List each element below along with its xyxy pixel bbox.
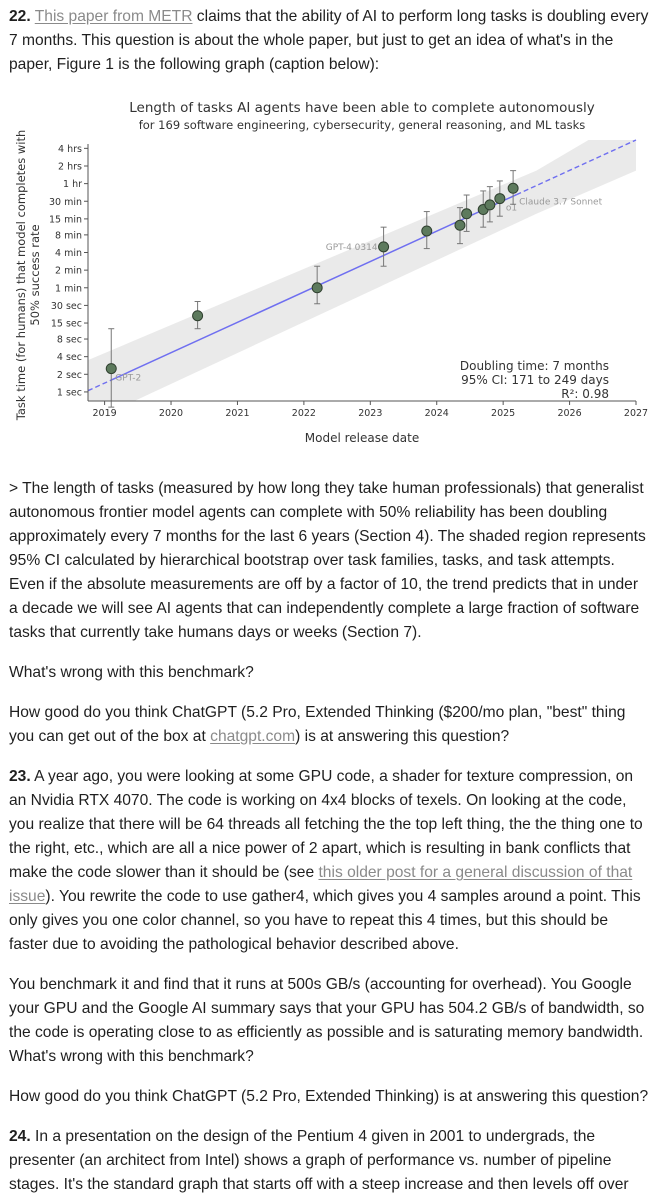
data-point [193, 311, 203, 321]
question-23 [9, 765, 651, 957]
question-number: 22. [9, 8, 31, 25]
chatgpt-text-end: ) is at answering this question? [295, 728, 510, 745]
data-point [106, 364, 116, 374]
y-tick-label: 30 sec [50, 300, 82, 312]
data-point [495, 194, 505, 204]
x-tick-label: 2019 [92, 408, 117, 419]
chatgpt-text: How good do you think ChatGPT (5.2 Pro, Extended Thinking ($200/mo plan, "best" thing you can get out of the box at [9, 704, 626, 745]
question-22-prompt: What's wrong with this benchmark? [9, 664, 254, 681]
y-tick-label: 2 hrs [58, 161, 82, 173]
y-tick-label: 4 sec [56, 352, 82, 364]
question-24-text: In a presentation on the design of the Pentium 4 given in 2001 to undergrads, the presenter (an architect from Intel) shows a graph of performance vs. number of pipeline stages. It's the standard graph that starts off with a steep increase and then levels off over [9, 1128, 629, 1193]
y-tick-label: 15 min [48, 214, 82, 226]
x-tick-label: 2021 [225, 408, 250, 419]
intro-text: claims that the ability of AI to perform long tasks is doubling every 7 months. This question is about the whole paper, but just to get an idea of what's in the paper, Figure 1 is the following graph (caption below): [9, 8, 649, 73]
y-tick-label: 8 min [55, 230, 82, 242]
point-label: GPT-2 [115, 373, 142, 384]
x-tick-label: 2025 [491, 408, 516, 419]
question-23-benchmark: You benchmark it and find that it runs at 500s GB/s (accounting for overhead). You Google your GPU and the Google AI summary says that your GPU has 504.2 GB/s of bandwidth, so the code is operating close to as efficiently as possible and is saturating memory bandwidth. What's wrong with this benchmark? [9, 976, 645, 1065]
data-point [312, 283, 322, 293]
y-axis-label-line1: Task time (for humans) that model completes with [14, 129, 28, 421]
y-tick-label: 4 hrs [58, 143, 82, 155]
x-tick-label: 2024 [424, 408, 449, 419]
metr-paper-link[interactable]: This paper from METR [34, 8, 193, 25]
y-tick-label: 30 min [48, 196, 82, 208]
point-label: Claude 3.7 Sonnet [519, 197, 603, 208]
stats-doubling-time: Doubling time: 7 months [459, 359, 609, 373]
data-point [462, 209, 472, 219]
y-tick-label: 1 hr [63, 179, 82, 191]
y-tick-label: 4 min [55, 248, 82, 260]
y-tick-label: 8 sec [56, 334, 82, 346]
stats-confidence-interval: 95% CI: 171 to 249 days [461, 373, 609, 387]
x-tick-label: 2022 [291, 408, 316, 419]
data-point [455, 220, 465, 230]
chart-title: Length of tasks AI agents have been able to complete autonomously [129, 100, 595, 116]
question-23-text-end: ). You rewrite the code to use gather4, which gives you 4 samples around a point. This only gives you one color channel, so you have to repeat this 4 times, but this should be faster due to avoiding the pathological behavior described above. [9, 888, 641, 953]
stats-r-squared: R²: 0.98 [561, 387, 609, 401]
data-point [379, 242, 389, 252]
question-24 [9, 1125, 651, 1197]
y-tick-label: 2 sec [56, 369, 82, 381]
x-tick-label: 2026 [557, 408, 582, 419]
data-point [508, 183, 518, 193]
y-tick-label: 15 sec [50, 318, 82, 330]
figure-caption: > The length of tasks (measured by how long they take human professionals) that generalist autonomous frontier model agents can complete with 50% reliability has been doubling approximately every 7 months for the last 6 years (Section 4). The shaded region represents 95% CI calculated by hierarchical bootstrap over task families, tasks, and task attempts. Even if the absolute measurements are off by a factor of 10, the trend predicts that in under a decade we will see AI agents that can independently complete a large fraction of software tasks that currently take humans days or weeks (Section 7). [9, 480, 646, 641]
x-tick-label: 2027 [623, 408, 649, 419]
point-label: GPT-4 0314 [325, 242, 378, 253]
question-number: 24. [9, 1128, 31, 1145]
question-number: 23. [9, 768, 31, 785]
figure-1-chart [0, 88, 654, 458]
question-23-text: A year ago, you were looking at some GPU code, a shader for texture compression, on an Nvidia RTX 4070. The code is working on 4x4 blocks of texels. On looking at the code, you realize that there will be 64 threads all fetching the the top left thing, the the thing one to the right, etc., which are all a nice power of 2 apart, which is resulting in bank conflicts that make the code slower than it should be (see [9, 768, 643, 881]
question-22-intro [9, 5, 651, 77]
data-point [485, 200, 495, 210]
y-axis-label-line2: 50% success rate [28, 224, 42, 326]
y-tick-label: 1 min [55, 283, 82, 295]
point-label: o1 [505, 203, 518, 214]
question-23-chatgpt: How good do you think ChatGPT (5.2 Pro, Extended Thinking) is at answering this question? [9, 1088, 649, 1105]
data-point [422, 226, 432, 236]
chart-subtitle: for 169 software engineering, cybersecurity, general reasoning, and ML tasks [138, 118, 586, 132]
y-tick-label: 1 sec [56, 387, 82, 399]
x-axis-label: Model release date [304, 431, 420, 445]
x-tick-label: 2023 [358, 408, 383, 419]
y-tick-label: 2 min [55, 265, 82, 277]
question-22-chatgpt [9, 701, 651, 749]
chatgpt-link[interactable]: chatgpt.com [210, 728, 296, 745]
older-post-link[interactable]: this older post for a general discussion of that issue [9, 864, 633, 905]
x-tick-label: 2020 [158, 408, 184, 419]
